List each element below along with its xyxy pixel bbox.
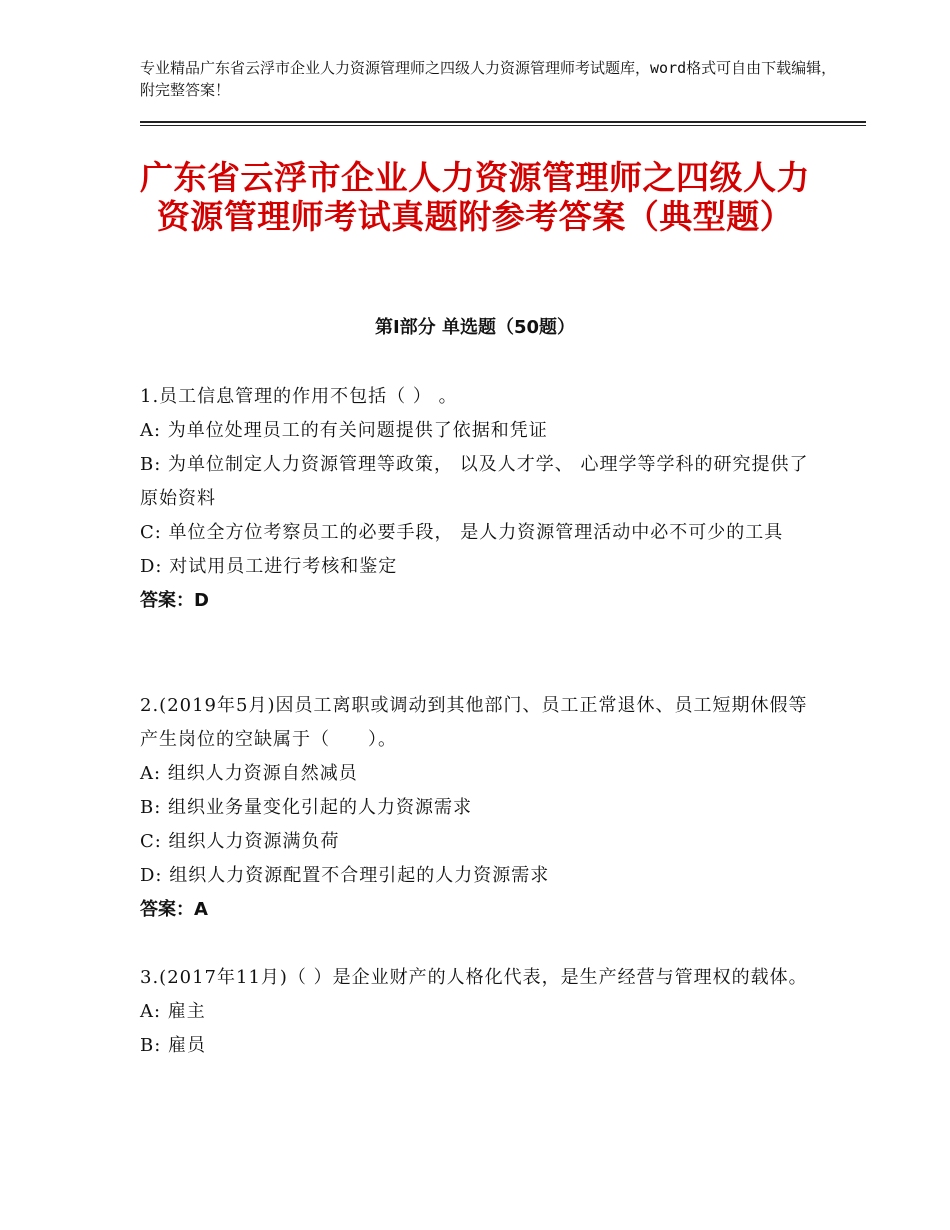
question-2 [140, 689, 810, 927]
option-d: D: 对试用员工进行考核和鉴定 [140, 556, 398, 577]
option-a: A: 组织人力资源自然减员 [140, 763, 358, 784]
option-c: C: 组织人力资源满负荷 [140, 831, 340, 852]
option-b: B: 雇员 [140, 1035, 207, 1056]
answer: 答案：A [140, 899, 208, 920]
option-a: A: 为单位处理员工的有关问题提供了依据和凭证 [140, 420, 548, 441]
header-note: 专业精品广东省云浮市企业人力资源管理师之四级人力资源管理师考试题库，word格式可自由下载编辑，附完整答案！ [140, 59, 837, 99]
question-stem: 3.(2017年11月)（ ）是企业财产的人格化代表，是生产经营与管理权的载体。 [140, 967, 808, 988]
option-d: D: 组织人力资源配置不合理引起的人力资源需求 [140, 865, 550, 886]
section-title: 第Ⅰ部分 单选题（50题） [374, 317, 575, 338]
document-title: 广东省云浮市企业人力资源管理师之四级人力资源管理师考试真题附参考答案（典型题） [140, 158, 810, 236]
question-stem: 1.员工信息管理的作用不包括（ ） 。 [140, 386, 458, 407]
question-3 [140, 961, 810, 1063]
header-rule-thin [140, 125, 866, 126]
question-stem: 2.(2019年5月)因员工离职或调动到其他部门、员工正常退休、员工短期休假等产生岗位的空缺属于（ ）。 [140, 695, 808, 750]
option-b: B: 组织业务量变化引起的人力资源需求 [140, 797, 473, 818]
answer: 答案：D [140, 590, 209, 611]
option-a: A: 雇主 [140, 1001, 206, 1022]
question-1 [140, 380, 810, 618]
header-rule-thick [140, 121, 866, 123]
option-c: C: 单位全方位考察员工的必要手段， 是人力资源管理活动中必不可少的工具 [140, 522, 784, 543]
option-b: B: 为单位制定人力资源管理等政策， 以及人才学、 心理学等学科的研究提供了原始资料 [140, 454, 809, 509]
